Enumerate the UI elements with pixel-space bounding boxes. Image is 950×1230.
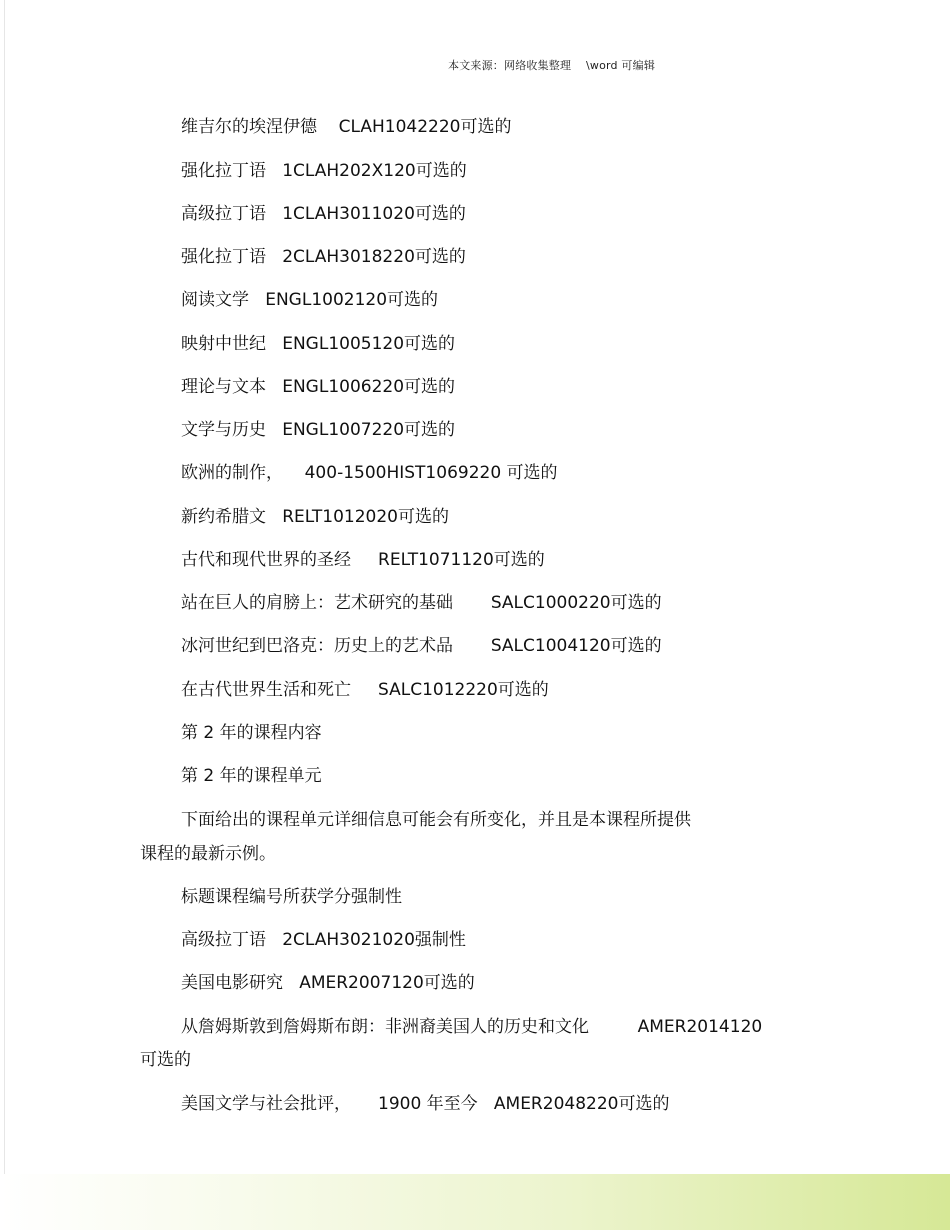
course-line: 映射中世纪 ENGL1005120可选的	[181, 334, 456, 354]
course-line: 理论与文本 ENGL1006220可选的	[181, 377, 456, 397]
course-line: 古代和现代世界的圣经 RELT1071120可选的	[181, 550, 545, 570]
course-line: 欧洲的制作， 400-1500HIST1069220 可选的	[181, 463, 558, 483]
course-line: 高级拉丁语 1CLAH3011020可选的	[181, 204, 466, 224]
course-line: 阅读文学 ENGL1002120可选的	[181, 290, 439, 310]
course-line: 强化拉丁语 1CLAH202X120可选的	[181, 161, 467, 181]
course-line: 冰河世纪到巴洛克：历史上的艺术品 SALC1004120可选的	[181, 636, 662, 656]
decorative-footer-band	[0, 1174, 950, 1230]
section-heading: 第 2 年的课程内容	[181, 723, 322, 743]
course-line: 在古代世界生活和死亡 SALC1012220可选的	[181, 680, 549, 700]
course-line: 美国文学与社会批评， 1900 年至今 AMER2048220可选的	[181, 1094, 670, 1114]
header-source-note: 本文来源：网络收集整理 \word 可编辑	[448, 59, 656, 72]
course-line: 文学与历史 ENGL1007220可选的	[181, 420, 456, 440]
course-line: 从詹姆斯敦到詹姆斯布朗：非洲裔美国人的历史和文化 AMER2014120	[181, 1017, 763, 1037]
course-line: 高级拉丁语 2CLAH3021020强制性	[181, 930, 466, 950]
course-line: 站在巨人的肩膀上：艺术研究的基础 SALC1000220可选的	[181, 593, 662, 613]
course-line: 美国电影研究 AMER2007120可选的	[181, 973, 475, 993]
page-edge	[4, 0, 5, 1230]
paragraph-line: 下面给出的课程单元详细信息可能会有所变化，并且是本课程所提供	[181, 810, 691, 830]
section-heading: 第 2 年的课程单元	[181, 766, 322, 786]
course-line: 强化拉丁语 2CLAH3018220可选的	[181, 247, 466, 267]
table-header-line: 标题课程编号所获学分强制性	[181, 887, 402, 907]
course-line: 新约希腊文 RELT1012020可选的	[181, 507, 449, 527]
course-line-continuation: 可选的	[140, 1050, 191, 1070]
course-line: 维吉尔的埃涅伊德 CLAH1042220可选的	[181, 117, 512, 137]
paragraph-line: 课程的最新示例。	[140, 844, 276, 864]
